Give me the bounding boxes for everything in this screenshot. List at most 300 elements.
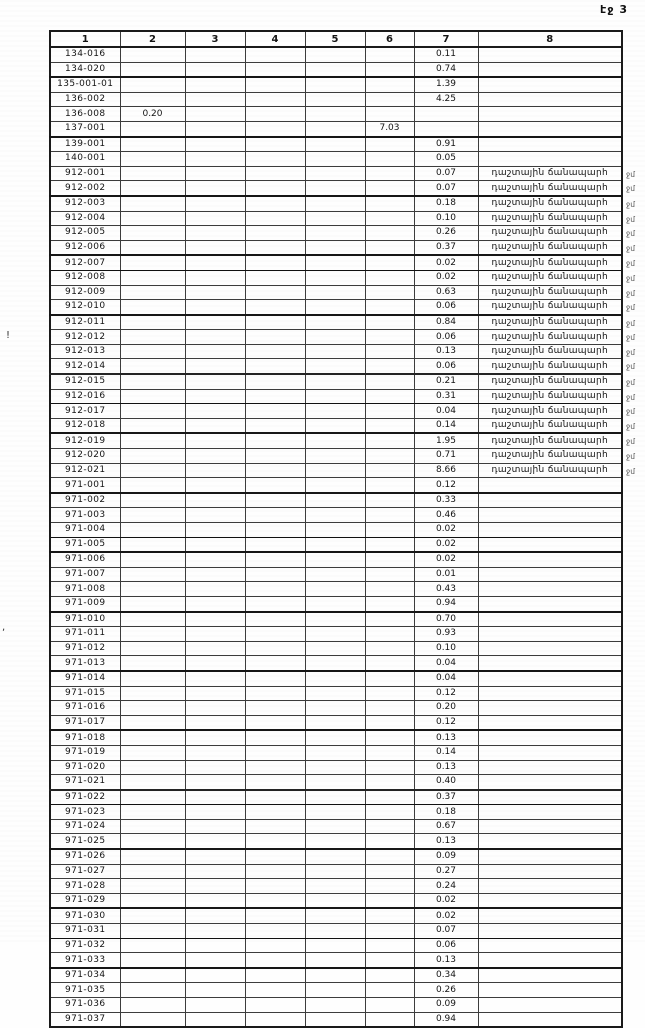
- row-overflow-annotation: ջմ: [626, 184, 635, 194]
- table-cell-col8: դաշտային ճանապարհ ջմ: [478, 374, 622, 389]
- table-cell-col1: 971-013: [50, 656, 120, 671]
- table-row: [50, 374, 622, 389]
- table-cell-col6: [365, 344, 414, 359]
- table-cell-col5: [305, 730, 365, 745]
- table-cell-col2: [120, 671, 185, 686]
- table-cell-col8: [478, 998, 622, 1013]
- table-cell-col3: [185, 983, 245, 998]
- table-cell-col8: [478, 968, 622, 983]
- table-cell-col4: [245, 656, 305, 671]
- table-cell-col3: [185, 582, 245, 597]
- table-cell-col5: [305, 196, 365, 211]
- table-cell-col8: [478, 983, 622, 998]
- table-cell-col2: [120, 983, 185, 998]
- row-overflow-annotation: ջմ: [626, 229, 635, 239]
- table-cell-col4: [245, 255, 305, 270]
- table-cell-col4: [245, 1012, 305, 1027]
- table-cell-col5: [305, 404, 365, 419]
- table-cell-col5: [305, 641, 365, 656]
- table-cell-col7: 0.14: [414, 418, 478, 433]
- table-cell-col4: [245, 627, 305, 642]
- table-cell-col2: [120, 121, 185, 136]
- table-cell-col6: [365, 166, 414, 181]
- table-row: [50, 715, 622, 730]
- table-cell-col6: [365, 1012, 414, 1027]
- table-cell-col3: [185, 671, 245, 686]
- table-cell-col6: [365, 463, 414, 478]
- table-cell-col8: [478, 641, 622, 656]
- table-cell-col8: [478, 775, 622, 790]
- table-row: [50, 567, 622, 582]
- table-cell-col5: [305, 834, 365, 849]
- table-cell-col4: [245, 730, 305, 745]
- table-row: [50, 344, 622, 359]
- table-cell-col8: [478, 938, 622, 953]
- table-cell-col7: 0.07: [414, 166, 478, 181]
- table-cell-col3: [185, 285, 245, 300]
- table-cell-col1: 971-012: [50, 641, 120, 656]
- scan-artifact-mark: !: [6, 330, 11, 341]
- table-cell-col3: [185, 641, 245, 656]
- table-cell-col3: [185, 567, 245, 582]
- table-cell-col5: [305, 137, 365, 152]
- table-cell-col1: 139-001: [50, 137, 120, 152]
- table-cell-col3: [185, 938, 245, 953]
- table-cell-col7: 4.25: [414, 92, 478, 107]
- table-cell-col8: [478, 1012, 622, 1027]
- table-cell-col5: [305, 47, 365, 62]
- table-cell-col6: [365, 92, 414, 107]
- row-overflow-annotation: ջմ: [626, 199, 635, 209]
- table-cell-col2: [120, 701, 185, 716]
- table-row: [50, 908, 622, 923]
- table-cell-col8: [478, 879, 622, 894]
- table-cell-col2: [120, 359, 185, 374]
- table-cell-col6: [365, 374, 414, 389]
- table-cell-col5: [305, 270, 365, 285]
- table-cell-col5: [305, 493, 365, 508]
- table-cell-col7: 0.13: [414, 953, 478, 968]
- table-cell-col8: [478, 62, 622, 77]
- row-overflow-annotation: ջմ: [626, 259, 635, 269]
- table-cell-col2: [120, 834, 185, 849]
- table-cell-col7: 0.13: [414, 834, 478, 849]
- table-cell-col7: 0.06: [414, 330, 478, 345]
- table-row: [50, 893, 622, 908]
- table-cell-col6: [365, 62, 414, 77]
- table-cell-col1: 912-012: [50, 330, 120, 345]
- table-cell-col8: [478, 760, 622, 775]
- table-cell-col8: [478, 834, 622, 849]
- table-row: [50, 627, 622, 642]
- table-cell-col4: [245, 775, 305, 790]
- table-cell-col4: [245, 596, 305, 611]
- table-cell-col1: 912-021: [50, 463, 120, 478]
- table-cell-col3: [185, 478, 245, 493]
- row-overflow-annotation: ջմ: [626, 318, 635, 328]
- table-cell-col7: 0.12: [414, 478, 478, 493]
- table-cell-col8: [478, 107, 622, 122]
- table-cell-col2: [120, 730, 185, 745]
- table-cell-col1: 971-029: [50, 893, 120, 908]
- table-cell-col2: [120, 953, 185, 968]
- table-cell-col6: [365, 404, 414, 419]
- table-cell-col8: [478, 893, 622, 908]
- table-cell-col1: 912-014: [50, 359, 120, 374]
- table-row: [50, 463, 622, 478]
- table-cell-col8: [478, 953, 622, 968]
- table-cell-col8: դաշտային ճանապարհ ջմ: [478, 240, 622, 255]
- table-cell-col4: [245, 745, 305, 760]
- table-cell-col6: [365, 893, 414, 908]
- table-cell-col8: դաշտային ճանապարհ ջմ: [478, 463, 622, 478]
- table-cell-col5: [305, 968, 365, 983]
- table-cell-col7: 0.94: [414, 1012, 478, 1027]
- table-cell-col3: [185, 374, 245, 389]
- table-cell-col5: [305, 775, 365, 790]
- table-cell-col7: [414, 121, 478, 136]
- table-cell-col5: [305, 121, 365, 136]
- table-cell-col1: 971-016: [50, 701, 120, 716]
- table-cell-col7: 0.13: [414, 730, 478, 745]
- table-row: [50, 701, 622, 716]
- table-cell-col7: 0.91: [414, 137, 478, 152]
- table-cell-col4: [245, 418, 305, 433]
- table-cell-col6: [365, 77, 414, 92]
- table-cell-col1: 971-017: [50, 715, 120, 730]
- table-cell-col1: 971-028: [50, 879, 120, 894]
- table-cell-col6: [365, 255, 414, 270]
- table-cell-col3: [185, 359, 245, 374]
- table-cell-col7: 0.02: [414, 270, 478, 285]
- table-cell-col2: [120, 389, 185, 404]
- table-cell-col2: [120, 181, 185, 196]
- table-cell-col4: [245, 612, 305, 627]
- row-overflow-annotation: ջմ: [626, 243, 635, 253]
- table-cell-col8: [478, 552, 622, 567]
- table-row: [50, 775, 622, 790]
- table-header-row: [50, 31, 622, 47]
- table-cell-col8: դաշտային ճանապարհ ջմ: [478, 359, 622, 374]
- table-cell-col5: [305, 181, 365, 196]
- table-cell-col1: 971-007: [50, 567, 120, 582]
- table-cell-col7: 0.21: [414, 374, 478, 389]
- table-cell-col7: 0.20: [414, 701, 478, 716]
- table-cell-col7: 0.06: [414, 938, 478, 953]
- table-cell-col8: [478, 47, 622, 62]
- table-cell-col4: [245, 582, 305, 597]
- parcel-area-table: [49, 30, 635, 1028]
- table-cell-col1: 134-016: [50, 47, 120, 62]
- table-cell-col3: [185, 1012, 245, 1027]
- table-cell-col5: [305, 953, 365, 968]
- table-cell-col4: [245, 908, 305, 923]
- table-cell-col2: [120, 864, 185, 879]
- table-row: [50, 449, 622, 464]
- table-cell-col6: [365, 359, 414, 374]
- table-row: [50, 389, 622, 404]
- table-cell-col6: [365, 834, 414, 849]
- table-cell-col3: [185, 760, 245, 775]
- table-cell-col1: 912-013: [50, 344, 120, 359]
- table-cell-col5: [305, 701, 365, 716]
- table-cell-col6: [365, 998, 414, 1013]
- table-cell-col3: [185, 701, 245, 716]
- table-cell-col4: [245, 433, 305, 448]
- table-cell-col5: [305, 1012, 365, 1027]
- table-cell-col8: [478, 596, 622, 611]
- table-cell-col8: [478, 819, 622, 834]
- table-cell-col2: [120, 686, 185, 701]
- table-row: [50, 656, 622, 671]
- row-overflow-annotation: ջմ: [626, 288, 635, 298]
- table-cell-col2: [120, 968, 185, 983]
- table-cell-col4: [245, 449, 305, 464]
- table-cell-col6: [365, 641, 414, 656]
- table-cell-col2: [120, 449, 185, 464]
- table-cell-col6: [365, 211, 414, 226]
- table-cell-col8: [478, 508, 622, 523]
- table-cell-col3: [185, 137, 245, 152]
- table-cell-col5: [305, 805, 365, 820]
- table-cell-col2: [120, 433, 185, 448]
- table-cell-col1: 912-004: [50, 211, 120, 226]
- column-header-4: 4: [245, 31, 305, 47]
- table-cell-col3: [185, 166, 245, 181]
- table-cell-col5: [305, 983, 365, 998]
- table-row: [50, 240, 622, 255]
- table-cell-col1: 912-008: [50, 270, 120, 285]
- table-cell-col5: [305, 671, 365, 686]
- table-cell-col6: [365, 701, 414, 716]
- table-cell-col8: [478, 908, 622, 923]
- table-cell-col3: [185, 226, 245, 241]
- table-cell-col6: [365, 908, 414, 923]
- row-overflow-annotation: ջմ: [626, 466, 635, 476]
- table-row: [50, 552, 622, 567]
- table-cell-col1: 912-011: [50, 315, 120, 330]
- table-cell-col2: [120, 137, 185, 152]
- row-overflow-annotation: ջմ: [626, 452, 635, 462]
- row-overflow-annotation: ջմ: [626, 303, 635, 313]
- table-row: [50, 77, 622, 92]
- table-cell-col5: [305, 537, 365, 552]
- table-cell-col6: [365, 300, 414, 315]
- table-cell-col7: 0.40: [414, 775, 478, 790]
- table-body: [50, 47, 635, 1027]
- table-row: [50, 493, 622, 508]
- column-header-5: 5: [305, 31, 365, 47]
- table-cell-col1: 971-022: [50, 790, 120, 805]
- table-cell-col6: [365, 849, 414, 864]
- table-cell-col4: [245, 374, 305, 389]
- table-cell-col8: [478, 701, 622, 716]
- table-cell-col6: [365, 240, 414, 255]
- table-cell-col3: [185, 908, 245, 923]
- table-cell-col1: 971-037: [50, 1012, 120, 1027]
- table-cell-col2: [120, 300, 185, 315]
- table-cell-col7: 0.27: [414, 864, 478, 879]
- table-row: [50, 211, 622, 226]
- table-cell-col8: դաշտային ճանապարհ ջմ: [478, 344, 622, 359]
- table-cell-col4: [245, 404, 305, 419]
- row-overflow-annotation: ջմ: [626, 392, 635, 402]
- table-cell-col8: [478, 523, 622, 538]
- table-row: [50, 285, 622, 300]
- table-cell-col5: [305, 656, 365, 671]
- table-cell-col4: [245, 47, 305, 62]
- table-cell-col4: [245, 567, 305, 582]
- table-row: [50, 121, 622, 136]
- table-cell-col7: 0.37: [414, 790, 478, 805]
- table-cell-col8: [478, 582, 622, 597]
- table-cell-col7: 0.46: [414, 508, 478, 523]
- table-cell-col8: դաշտային ճանապարհ ջմ: [478, 418, 622, 433]
- table-cell-col4: [245, 270, 305, 285]
- table-cell-col1: 971-026: [50, 849, 120, 864]
- table-cell-col6: [365, 508, 414, 523]
- row-overflow-annotation: ջմ: [626, 378, 635, 388]
- table-row: [50, 686, 622, 701]
- table-cell-col7: 0.14: [414, 745, 478, 760]
- table-row: [50, 641, 622, 656]
- table-cell-col5: [305, 849, 365, 864]
- table-cell-col6: [365, 924, 414, 939]
- table-cell-col7: 0.13: [414, 760, 478, 775]
- table-cell-col7: 0.43: [414, 582, 478, 597]
- table-cell-col8: դաշտային ճանապարհ ջմ: [478, 211, 622, 226]
- table-cell-col6: [365, 745, 414, 760]
- table-cell-col7: 1.95: [414, 433, 478, 448]
- table-cell-col1: 912-005: [50, 226, 120, 241]
- table-cell-col6: [365, 968, 414, 983]
- table-cell-col6: [365, 418, 414, 433]
- table-cell-col1: 971-025: [50, 834, 120, 849]
- table-cell-col3: [185, 968, 245, 983]
- table-cell-col2: [120, 285, 185, 300]
- table-row: [50, 953, 622, 968]
- table-cell-col5: [305, 908, 365, 923]
- table-cell-col3: [185, 493, 245, 508]
- table-cell-col6: [365, 805, 414, 820]
- table-row: [50, 849, 622, 864]
- table-cell-col3: [185, 537, 245, 552]
- table-cell-col1: 912-018: [50, 418, 120, 433]
- table-cell-col2: [120, 493, 185, 508]
- table-cell-col1: 971-011: [50, 627, 120, 642]
- table-cell-col8: դաշտային ճանապարհ ջմ: [478, 330, 622, 345]
- table-cell-col7: 0.02: [414, 552, 478, 567]
- table-cell-col3: [185, 344, 245, 359]
- table-cell-col4: [245, 211, 305, 226]
- table-cell-col8: [478, 924, 622, 939]
- table-cell-col7: 0.04: [414, 671, 478, 686]
- table-cell-col1: 912-001: [50, 166, 120, 181]
- table-cell-col2: [120, 166, 185, 181]
- row-overflow-annotation: ջմ: [626, 437, 635, 447]
- table-cell-col6: [365, 537, 414, 552]
- table-cell-col6: [365, 671, 414, 686]
- column-header-7: 7: [414, 31, 478, 47]
- table-cell-col4: [245, 166, 305, 181]
- table-cell-col7: 0.02: [414, 893, 478, 908]
- table-cell-col3: [185, 552, 245, 567]
- table-cell-col1: 912-019: [50, 433, 120, 448]
- table-cell-col1: 971-009: [50, 596, 120, 611]
- column-header-1: 1: [50, 31, 120, 47]
- table-cell-col8: [478, 686, 622, 701]
- table-cell-col7: 0.10: [414, 211, 478, 226]
- table-cell-col7: 0.02: [414, 255, 478, 270]
- table-cell-col5: [305, 998, 365, 1013]
- table-cell-col1: 912-017: [50, 404, 120, 419]
- table-cell-col3: [185, 433, 245, 448]
- table-cell-col3: [185, 745, 245, 760]
- table-cell-col2: [120, 790, 185, 805]
- table-cell-col2: [120, 552, 185, 567]
- table-cell-col5: [305, 77, 365, 92]
- table-cell-col7: 1.39: [414, 77, 478, 92]
- table-cell-col1: 971-031: [50, 924, 120, 939]
- row-overflow-annotation: ջմ: [626, 347, 635, 357]
- table-cell-col4: [245, 998, 305, 1013]
- table-cell-col6: [365, 449, 414, 464]
- table-cell-col3: [185, 864, 245, 879]
- table-cell-col4: [245, 805, 305, 820]
- table-cell-col7: 0.18: [414, 196, 478, 211]
- table-cell-col4: [245, 463, 305, 478]
- table-cell-col2: [120, 745, 185, 760]
- table-cell-col3: [185, 849, 245, 864]
- table-cell-col1: 971-024: [50, 819, 120, 834]
- table-cell-col1: 912-010: [50, 300, 120, 315]
- table-cell-col4: [245, 344, 305, 359]
- table-cell-col7: 0.02: [414, 537, 478, 552]
- table-cell-col6: [365, 152, 414, 167]
- table-cell-col1: 971-030: [50, 908, 120, 923]
- table-cell-col1: 971-027: [50, 864, 120, 879]
- table-cell-col2: [120, 374, 185, 389]
- table-cell-col1: 971-032: [50, 938, 120, 953]
- table-cell-col5: [305, 582, 365, 597]
- table-cell-col5: [305, 449, 365, 464]
- table-cell-col2: [120, 998, 185, 1013]
- table-cell-col2: [120, 47, 185, 62]
- table-cell-col8: [478, 730, 622, 745]
- table-cell-col5: [305, 300, 365, 315]
- table-cell-col4: [245, 121, 305, 136]
- table-cell-col4: [245, 389, 305, 404]
- table-cell-col2: [120, 908, 185, 923]
- table-cell-col5: [305, 745, 365, 760]
- table-row: [50, 745, 622, 760]
- table-cell-col6: [365, 760, 414, 775]
- table-cell-col8: [478, 567, 622, 582]
- table-cell-col8: [478, 805, 622, 820]
- table-cell-col4: [245, 924, 305, 939]
- table-cell-col3: [185, 47, 245, 62]
- table-row: [50, 433, 622, 448]
- table-cell-col1: 971-036: [50, 998, 120, 1013]
- table-cell-col5: [305, 226, 365, 241]
- table-cell-col7: 0.24: [414, 879, 478, 894]
- table-cell-col1: 912-009: [50, 285, 120, 300]
- table-cell-col6: [365, 285, 414, 300]
- table-cell-col2: [120, 92, 185, 107]
- table-cell-col1: 912-002: [50, 181, 120, 196]
- table-cell-col4: [245, 864, 305, 879]
- table-cell-col2: [120, 775, 185, 790]
